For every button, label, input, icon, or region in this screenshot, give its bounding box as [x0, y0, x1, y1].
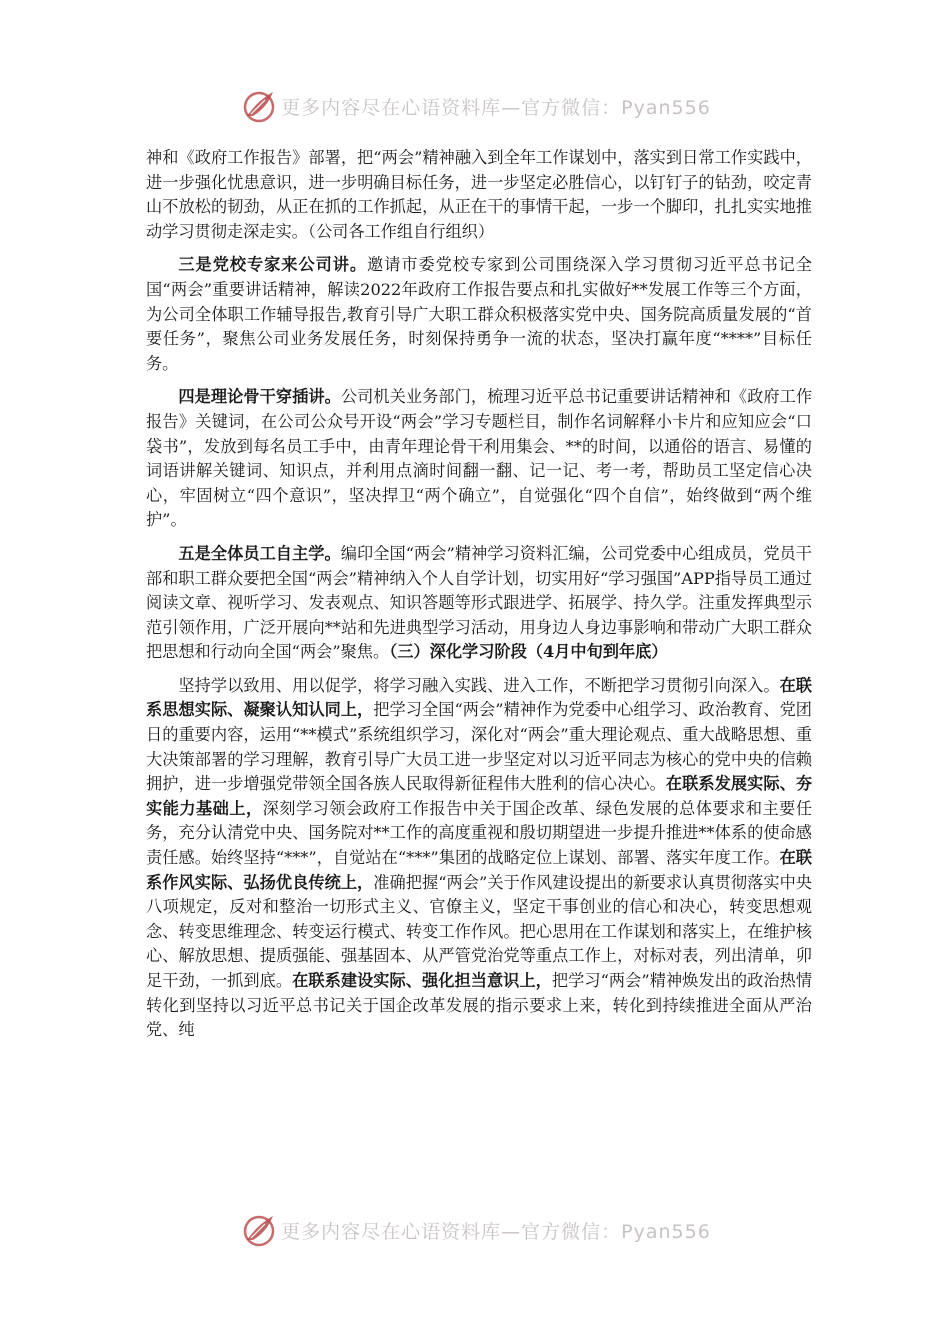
paragraph-2-lead: 三是党校专家来公司讲。	[178, 255, 368, 275]
paragraph-2-text: 邀请市委党校专家到公司围绕深入学习贯彻习近平总书记全国“两会”重要讲话精神，解读2022年政府工作报告要点和扎实做好**发展工作等三个方面，为公司全体职工作辅导报告,教育引导广大职工群众积极落实党中央、国务院高质量发展的“首要任务”，聚焦公司业务发展任务，时刻保持勇争一流的状态，坚决打赢年度“****”目标任务。	[146, 255, 812, 373]
pen-nib-logo-icon	[239, 86, 279, 126]
paragraph-5-text-1: 把学习全国“两会”精神作为党委中心组学习、政治教育、党团日的重要内容，运用“**模式”系统组织学习，深化对“两会”重大理论观点、重大战略思想、重大决策部署的学习理解，教育引导广大员工进一步坚定对以习近平同志为核心的党中央的信赖拥护，进一步增强党带领全国各族人民取得新征程伟大胜利的信心决心。	[146, 700, 812, 794]
paragraph-5-intro: 坚持学以致用、用以促学，将学习融入实践、进入工作，不断把学习贯彻引向深入。	[178, 675, 780, 695]
pen-nib-logo-icon	[239, 1210, 279, 1250]
paragraph-3-lead: 四是理论骨干穿插讲。	[178, 387, 341, 407]
paragraph-3	[146, 385, 812, 533]
header-watermark-text: 更多内容尽在心语资料库—官方微信：Pyan556	[281, 96, 711, 119]
section-heading-3: （三）深化学习阶段（4月中旬到年底）	[389, 642, 668, 662]
paragraph-5-lead-2: 在联系发展实际、夯实能力基础上，	[146, 774, 813, 818]
paragraph-5-lead-1: 在联系思想实际、凝聚认知认同上，	[146, 675, 812, 720]
paragraph-4-text: 编印全国“两会”精神学习资料汇编，公司党委中心组成员，党员干部和职工群众要把全国“两会”精神纳入个人自学计划，切实用好“学习强国”APP指导员工通过阅读文章、视听学习、发表观点、知识答题等形式跟进学、拓展学、持久学。注重发挥典型示范引领作用，广泛开展向**站和先进典型学习活动，用身边人身边事影响和带动广大职工群众把思想和行动向全国“两会”聚焦。	[146, 543, 812, 662]
footer-watermark	[0, 1208, 950, 1252]
paragraph-1: 神和《政府工作报告》部署，把“两会”精神融入到全年工作谋划中，落实到日常工作实践中，进一步强化忧患意识，进一步明确目标任务，进一步坚定必胜信心，以钉钉子的钻劲，咬定青山不放松的韧劲，从正在抓的工作抓起，从正在干的事情干起，一步一个脚印，扎扎实实地推动学习贯彻走深走实。（公司各工作组自行组织）	[146, 148, 812, 241]
paragraph-4	[146, 542, 812, 665]
paragraph-5-text-2: 深刻学习领会政府工作报告中关于国企改革、绿色发展的总体要求和主要任务，充分认清党中央、国务院对**工作的高度重视和殷切期望进一步提升推进**体系的使命感责任感。始终坚持“***”，自觉站在“***”集团的战略定位上谋划、部署、落实年度工作。	[146, 798, 813, 868]
header-watermark	[0, 84, 950, 128]
paragraph-2	[146, 253, 812, 376]
footer-watermark-text: 更多内容尽在心语资料库—官方微信：Pyan556	[281, 1220, 711, 1243]
paragraph-5	[146, 674, 812, 1043]
paragraph-5-text-4: 把学习“两会”精神焕发出的政治热情转化到坚持以习近平总书记关于国企改革发展的指示要求上来，转化到持续推进全面从严治党、纯	[146, 971, 813, 1040]
paragraph-5-lead-3: 在联系作风实际、弘扬优良传统上，	[146, 848, 812, 892]
paragraph-5-lead-4: 在联系建设实际、强化担当意识上，	[292, 971, 552, 990]
paragraph-5-text-3: 准确把握“两会”关于作风建设提出的新要求认真贯彻落实中央八项规定，反对和整治一切形式主义、官僚主义，坚定干事创业的信心和决心，转变思想观念、转变思维理念、转变运行模式、转变工作作风。把心思用在工作谋划和落实上，在维护核心、解放思想、提质强能、强基固本、从严管党治党等重点工作上，对标对表，列出清单，卯足干劲，一抓到底。	[146, 872, 812, 990]
paragraph-4-lead: 五是全体员工自主学。	[178, 543, 341, 563]
document-body	[146, 146, 812, 1043]
paragraph-3-text: 公司机关业务部门，梳理习近平总书记重要讲话精神和《政府工作报告》关键词，在公司公众号开设“两会”学习专题栏目，制作名词解释小卡片和应知应会“口袋书”，发放到每名员工手中，由青年理论骨干利用集会、**的时间，以通俗的语言、易懂的词语讲解关键词、知识点，并利用点滴时间翻一翻、记一记、考一考，帮助员工坚定信心决心，牢固树立“四个意识”，坚决捍卫“两个确立”，自觉强化“四个自信”，始终做到“两个维护”。	[146, 387, 813, 530]
